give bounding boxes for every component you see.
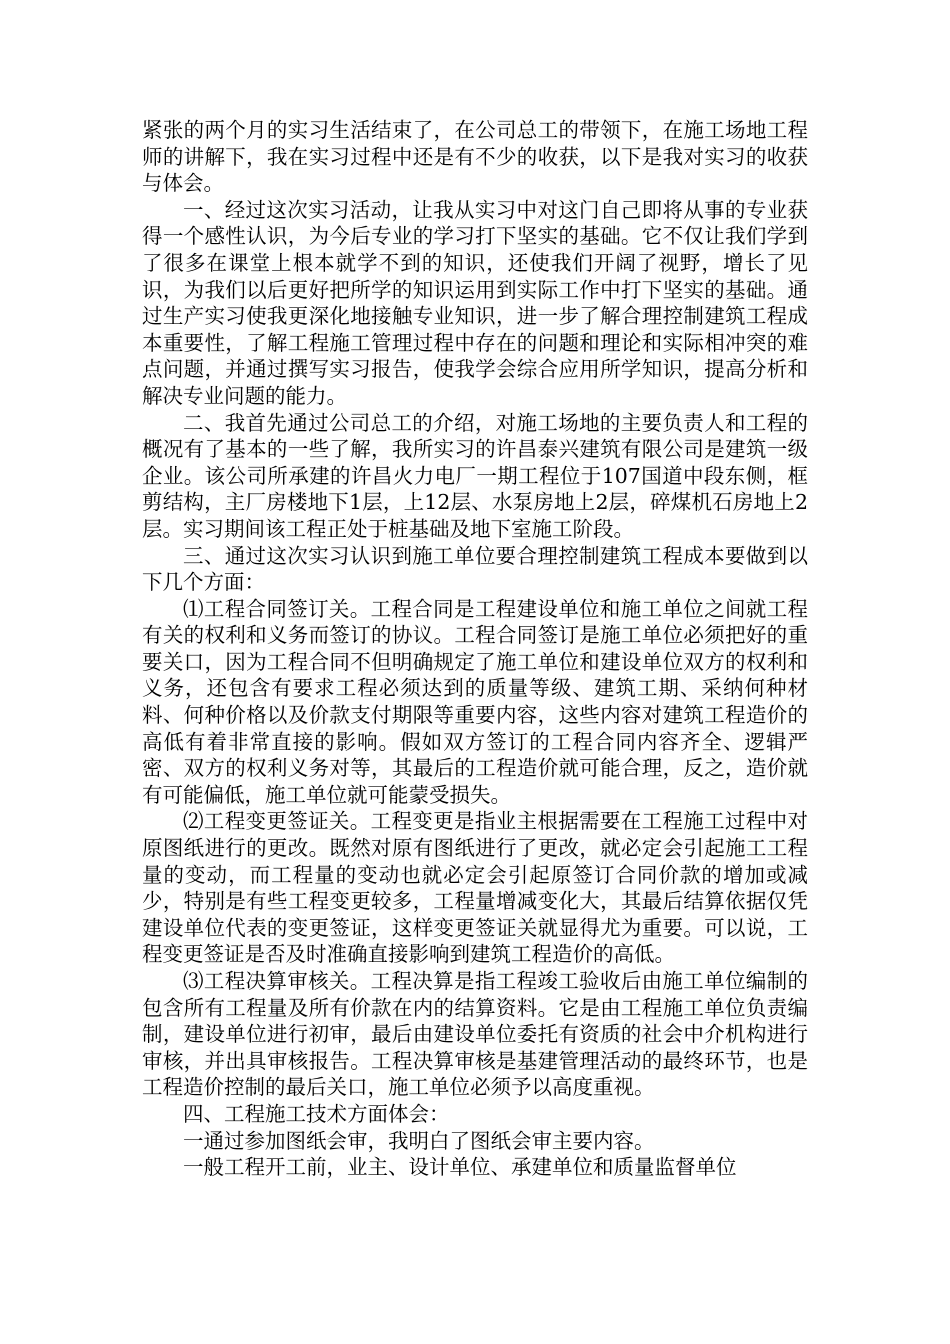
paragraph-item-2: ⑵工程变更签证关。工程变更是指业主根据需要在工程施工过程中对原图纸进行的更改。既然对原有图纸进行了更改，就必定会引起施工工程量的变动，而工程量的变动也就必定会引起原签订合同价款的增加或减少，特别是有些工程变更较多，工程量增减变化大，其最后结算依据仅凭建设单位代表的变更签证，这样变更签证关就显得尤为重要。可以说，工程变更签证是否及时准确直接影响到建筑工程造价的高低。: [142, 809, 808, 967]
paragraph-drawing-review: 一通过参加图纸会审，我明白了图纸会审主要内容。: [183, 1128, 655, 1153]
paragraph-general-start: 一般工程开工前，业主、设计单位、承建单位和质量监督单位: [183, 1155, 737, 1180]
paragraph-item-3: ⑶工程决算审核关。工程决算是指工程竣工验收后由施工单位编制的包含所有工程量及所有价款在内的结算资料。它是由工程施工单位负责编制，建设单位进行初审，最后由建设单位委托有资质的社会中介机构进行审核，并出具审核报告。工程决算审核是基建管理活动的最终环节，也是工程造价控制的最后关口，施工单位必须予以高度重视。: [142, 969, 808, 1100]
paragraph-intro: 紧张的两个月的实习生活结束了，在公司总工的带领下，在施工场地工程师的讲解下，我在实习过程中还是有不少的收获，以下是我对实习的收获与体会。: [142, 118, 808, 196]
paragraph-section-4: 四、工程施工技术方面体会：: [183, 1101, 450, 1126]
paragraph-item-1: ⑴工程合同签订关。工程合同是工程建设单位和施工单位之间就工程有关的权利和义务而签订的协议。工程合同签订是施工单位必须把好的重要关口，因为工程合同不但明确规定了施工单位和建设单位双方的权利和义务，还包含有要求工程必须达到的质量等级、建筑工期、采纳何种材料、何种价格以及价款支付期限等重要内容，这些内容对建筑工程造价的高低有着非常直接的影响。假如双方签订的工程合同内容齐全、逻辑严密、双方的权利义务对等，其最后的工程造价就可能合理，反之，造价就有可能偏低，施工单位就可能蒙受损失。: [142, 596, 808, 807]
paragraph-section-3: 三、通过这次实习认识到施工单位要合理控制建筑工程成本要做到以下几个方面：: [142, 543, 808, 595]
paragraph-section-2: 二、我首先通过公司总工的介绍，对施工场地的主要负责人和工程的概况有了基本的一些了解，我所实习的许昌泰兴建筑有限公司是建筑一级企业。该公司所承建的许昌火力电厂一期工程位于107国道中段东侧，框剪结构，主厂房楼地下1层，上12层、水泵房地上2层，碎煤机石房地上2层。实习期间该工程正处于桩基础及地下室施工阶段。: [142, 410, 808, 541]
paragraph-section-1: 一、经过这次实习活动，让我从实习中对这门自己即将从事的专业获得一个感性认识，为今后专业的学习打下坚实的基础。它不仅让我们学到了很多在课堂上根本就学不到的知识，还使我们开阔了视野，增长了见识，为我们以后更好把所学的知识运用到实际工作中打下坚实的基础。通过生产实习使我更深化地接触专业知识，进一步了解合理控制建筑工程成本重要性，了解工程施工管理过程中存在的问题和理论和实际相冲突的难点问题，并通过撰写实习报告，使我学会综合应用所学知识，提高分析和解决专业问题的能力。: [142, 197, 808, 408]
document-body: [142, 117, 808, 1181]
